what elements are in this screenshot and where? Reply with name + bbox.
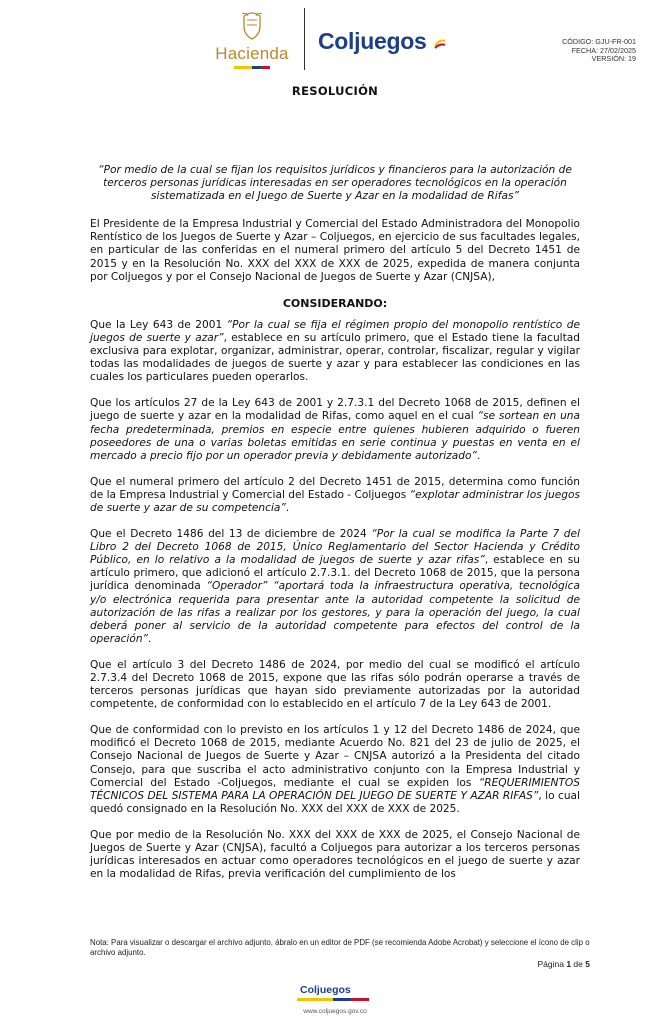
document-title: RESOLUCIÓN bbox=[291, 84, 379, 98]
considerando-heading: CONSIDERANDO: bbox=[282, 296, 388, 310]
footer-note: Nota: Para visualizar o descargar el archivo adjunto, ábralo en un editor de PDF (se recomienda Adobe Acrobat) y seleccione el ícono de clip o archivo adjunto. bbox=[90, 938, 590, 958]
hacienda-logo-text: Hacienda bbox=[215, 44, 289, 63]
paragraph-7: Que por medio de la Resolución No. XXX del XXX de XXX de 2025, el Consejo Nacional de Juegos de Suerte y Azar (CNJSA), facultó a Coljuegos para autorizar a los terceros personas jurídicas interesados en actuar como operadores tecnológicos en el juego de suerte y azar en la modalidad de Rifas, previa verificación del cumplimiento de los bbox=[90, 828, 580, 881]
paragraph-5: Que el artículo 3 del Decreto 1486 de 2024, por medio del cual se modificó el artículo 2.7.3.4 del Decreto 1068 de 2015, expone que las rifas sólo podrán operarse a través de terceros personas jurídicas que hayan sido previamente autorizadas por la autoridad competente, de conformidad con lo establecido en el artículo 7 de la Ley 643 de 2001. bbox=[90, 658, 580, 711]
intro-paragraph: El Presidente de la Empresa Industrial y Comercial del Estado Administradora del Monopolio Rentístico de los Juegos de Suerte y Azar – Coljuegos, en ejercicio de sus facultades legales, en particular de las conferidas en el numeral primero del artículo 5 del Decreto 1451 de 2015 y en la Resolución No. XXX del XXX de XXX de 2025, expedida de manera conjunta por Coljuegos y por el Consejo Nacional de Juegos de Suerte y Azar (CNJSA), bbox=[90, 218, 580, 283]
flag-bar bbox=[234, 66, 270, 69]
code-text: CÓDIGO: GJU-FR-001 bbox=[562, 37, 636, 46]
swirl-icon bbox=[433, 37, 447, 51]
footer-url[interactable]: www.coljuegos.gov.co bbox=[303, 1008, 367, 1015]
coljuegos-logo bbox=[318, 28, 447, 55]
document-metadata bbox=[562, 38, 636, 64]
paragraph-3: Que el numeral primero del artículo 2 del Decreto 1451 de 2015, determina como función de la Empresa Industrial y Comercial del Estado - Coljuegos “explotar administrar los juegos de suerte y azar de su competencia”. bbox=[90, 475, 580, 514]
document-body bbox=[90, 164, 580, 894]
paragraph-2: Que los artículos 27 de la Ley 643 de 2001 y 2.7.3.1 del Decreto 1068 de 2015, definen el juego de suerte y azar en la modalidad de Rifas, como aquel en el cual “se sortean en una fecha predeterminada, premios en especie entre quienes hubieren adquirido o fueren poseedores de una o varias boletas emitidas en serie continua y puestas en venta en el mercado a precio fijo por un operador previa y debidamente autorizado”. bbox=[90, 397, 581, 462]
paragraph-4: Que el Decreto 1486 del 13 de diciembre de 2024 “Por la cual se modifica la Parte 7 del Libro 2 del Decreto 1068 de 2015, Único Reglamentario del Sector Hacienda y Crédito Público, en lo relativo a la modalidad de juegos de suerte y azar rifas”, establece en su artículo primero, que adicionó el artículo 2.7.3.1. del Decreto 1068 de 2015, que la persona jurídica denominada “Operador” “aportará toda la infraestructura operativa, tecnológica y/o electrónica requerida para presentar ante la autoridad competente la solicitud de autorización de las rifas a realizar por los gestores, y para la operación del juego, la cual deberá poner al servicio de la autoridad competente para efectos del control de la operación”. bbox=[90, 528, 581, 645]
footer-flag-bar bbox=[297, 998, 369, 1001]
coat-of-arms-icon bbox=[240, 10, 264, 40]
paragraph-1: Que la Ley 643 de 2001 “Por la cual se fija el régimen propio del monopolio rentístico de juegos de suerte y azar”, establece en su artículo primero, que el Estado tiene la facultad exclusiva para explotar, organizar, administrar, operar, controlar, fiscalizar, regular y vigilar todas las modalidades de juegos de suerte y azar y para establecer las condiciones en las cuales los particulares pueden operarlos. bbox=[90, 318, 580, 384]
paragraph-6: Que de conformidad con lo previsto en los artículos 1 y 12 del Decreto 1486 de 2024, que modificó el Decreto 1068 de 2015, mediante Acuerdo No. 821 del 23 de julio de 2025, el Consejo Nacional de Juegos de Suerte y Azar – CNJSA autorizó a la Presidenta del citado Consejo, para que suscriba el acto administrativo conjunto con la Empresa Industrial y Comercial del Estado -Coljuegos, mediante el cual se expiden los “REQUERIMIENTOS TÉCNICOS DEL SISTEMA PARA LA OPERACIÓN DEL JUEGO DE SUERTE Y AZAR RIFAS”, lo cual quedó consignado en la Resolución No. XXX del XXX de XXX de 2025. bbox=[90, 724, 580, 815]
page-header bbox=[0, 0, 670, 80]
logo-divider bbox=[304, 8, 305, 70]
hacienda-logo bbox=[212, 8, 292, 72]
coljuegos-logo-text: Coljuegos bbox=[318, 28, 427, 54]
version-text: VERSIÓN: 19 bbox=[591, 54, 636, 63]
preamble: “Por medio de la cual se fijan los requisitos jurídicos y financieros para la autorización de terceros personas jurídicas interesadas en ser operadores tecnológicos en la operación sistematizada en el Juego de Suerte y Azar en la modalidad de Rifas” bbox=[98, 164, 572, 203]
page-number: Página 1 de 5 bbox=[537, 959, 590, 969]
footer-coljuegos-logo: Coljuegos bbox=[300, 984, 351, 996]
date-text: FECHA: 27/02/2025 bbox=[571, 45, 636, 55]
